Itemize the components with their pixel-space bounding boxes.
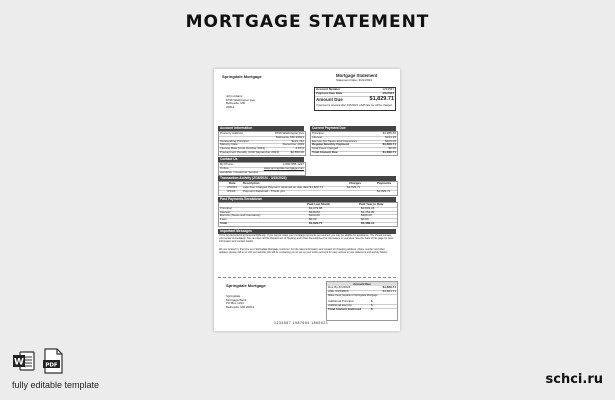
table-row: Additional Escrow $ [327,304,397,309]
bank-name: Springdale Mortgage [222,74,262,79]
table-row: Property Address 8796 Washington Ave [220,131,304,135]
message-paragraph: We are located in, first time as a Springdale Mortgage customer. For the latest information and contact for changing address, phone number and other updates, please call us or visit our website. We will be contacting you to set up your online account for easy access to your statement and activity history. [219,248,388,254]
word-file-icon [12,349,36,373]
table-row: Prepayment Penalty (Until September 2024) $2,850.00 [220,150,304,154]
account-info-header: Account Information [218,126,304,131]
summary-box [314,87,396,111]
contact-table [218,162,306,176]
late-fee-note: If payment is received after 4/15/2024, a $35 late fee will be charged. [316,104,393,107]
table-row: Outstanding Principal $221,742 [220,138,304,143]
table-row: Additional Principal $ [327,300,397,305]
table-header-row: Date Description Charges Payments [219,182,397,187]
remit-address: Springdale Mortgage Bank PO Box 1234 Bethesda, MD 20814 [226,294,255,309]
table-row: Escrow (for Taxes and Insurance) $100.00 [312,138,396,143]
svg-text:W: W [14,357,24,368]
past-payments-header: Past Payments Breakdown [218,197,396,202]
transactions-header: Transaction Activity (2/16/2024 - 3/15/2024) [218,176,396,181]
amount-due-header: Current Payment Due [310,126,396,131]
table-row: Hardship / Customer Service [220,169,259,174]
table-row: After 4/15/2024 $1,864.71 [328,288,396,293]
remit-bank-name: Springdale Mortgage [226,283,266,288]
message-paragraph: If You Are Experiencing Financial Difficulty: If you cannot make your mortgage payments as required, you may be eligible for assistance. You should contact your lender immediately. You can also call the Department of Housing and Urban Development for counselors in your area. See the back of this page for more information and contact details. [219,234,394,243]
table-row: By Phone 1-800-555-1227 [220,162,304,166]
summary-row: Account Number 1234567 [316,87,394,91]
table-row: 3/1/24 Payment Received - Thank you $1,829.71 [227,188,391,193]
statement-date: Statement Date: 3/21/2024 [336,78,372,82]
table-row: Interest $449.83 $1,354.89 [219,211,397,216]
table-row: Principal $1,279.88 $3,833.26 [219,207,397,212]
table-header-row: Paid Last Month Paid Year to Date [219,203,397,208]
micr-line: 1234567 1987654 1865021 [274,321,329,325]
past-payments-table [218,202,398,227]
borrower-address: John Adams 8796 Washington Ave Bethesda, MD 20814 [226,94,256,109]
footer-caption: fully editable template [12,380,100,390]
table-row: Fees $0.00 $0.00 [219,218,397,223]
pdf-file-icon [42,348,64,374]
amount-due-table [310,131,398,156]
tear-line [218,277,396,278]
page-title: MORTGAGE STATEMENT [185,12,430,32]
table-row: Due By 4/1/2024 $1,829.71 [328,285,396,289]
table-row: Interest $444.25 [312,134,396,139]
messages-header: Important Messages [218,229,396,234]
table-row: Total Fees Charged $0.00 [312,146,396,151]
pdf-label: PDF [45,362,58,369]
table-row: Maturity Date December 2039 [220,142,304,147]
statement-document [214,69,400,331]
summary-row: Amount Due $1,829.71 [316,96,394,102]
table-row: Escrow (Taxes and Insurance) $100.00 $300.00 [219,214,397,219]
table-row: Regular Monthly Payment $1,829.71 [312,142,396,147]
table-row: Online www.springdalemortgage.com [220,165,304,170]
statement-title: Mortgage Statement [336,73,378,78]
table-row: Total Amount Enclosed $ [328,306,373,311]
transactions-table [218,181,398,196]
table-row: Interest Rate (Until October 2024) 4.87% [220,146,304,151]
table-row: 2/20/24 Late Fee Charged Payment received on due date $1,829.71 $1,829.71 [219,186,397,191]
table-row: Bethesda, MD 20814 [219,136,305,141]
contact-header: Contact Us [218,157,304,162]
remit-box: Amount Due Due By 4/1/2024 $1,829.71 After 4/15/2024 $1,864.71 Make check payable to Springdale Mortgage Additional Principal $ Additional Escrow $ Total Amount Enclosed $ [326,281,398,321]
table-row: Total $1,829.71 $5,489.13 [220,221,375,225]
table-row: Principal $1,285.46 [312,131,396,135]
table-row: Total Amount Due $1,829.71 [312,150,396,154]
summary-row: Payment Due Date 4/1/2024 [316,91,394,95]
site-watermark: schci.ru [545,372,603,387]
account-info-table [218,131,306,156]
